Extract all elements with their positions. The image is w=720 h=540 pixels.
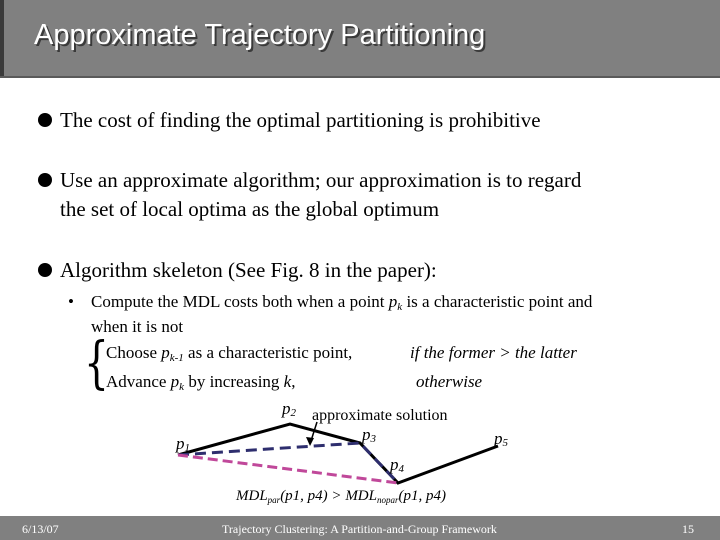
bullet-3-text: Algorithm skeleton (See Fig. 8 in the paper):	[60, 258, 437, 282]
nopar-line	[178, 455, 398, 483]
case-row-2: Advance $p_k$ by increasing k,	[106, 372, 296, 393]
annotation-arrowhead-icon	[306, 437, 314, 446]
footer-date: 6/13/07	[22, 522, 59, 536]
case-row-1: Choose $p_{k-1}$ as a characteristic point,	[106, 343, 353, 364]
point-label-p1: p1	[176, 434, 190, 454]
footer-page-number: 15	[682, 522, 694, 536]
point-label-p3: p3	[362, 425, 376, 445]
case-row-1-condition: if the former > the latter	[410, 343, 577, 362]
trajectory-polyline	[178, 424, 498, 483]
point-label-p4: p4	[390, 455, 404, 475]
point-label-p2: p2	[282, 399, 296, 419]
case-row-2-condition: otherwise	[416, 372, 483, 391]
mdl-formula: $MDL_{par}(p1$, $p4) > MDL_{nopar}(p1$, p4)	[236, 488, 446, 505]
cases-brace: {	[84, 331, 109, 396]
point-label-p5: p5	[494, 429, 508, 449]
bullet-1-text: The cost of finding the optimal partitioning is prohibitive	[60, 108, 541, 132]
sub-bullet-line-1: Compute the MDL costs both when a point $p_k$ is a characteristic point and	[91, 292, 593, 313]
footer-center: Trajectory Clustering: A Partition-and-Group Framework	[222, 522, 497, 536]
annotation-label: approximate solution	[312, 407, 448, 424]
bullet-2-line-2: the set of local optima as the global optimum	[60, 197, 440, 221]
sub-bullet-marker: •	[68, 292, 74, 311]
slide-title: Approximate Trajectory Partitioning	[34, 19, 486, 51]
bullet-2-line-1: Use an approximate algorithm; our approximation is to regard	[60, 168, 582, 192]
sub-bullet-line-2: when it is not	[91, 317, 184, 336]
approx-partition-line	[178, 443, 398, 483]
